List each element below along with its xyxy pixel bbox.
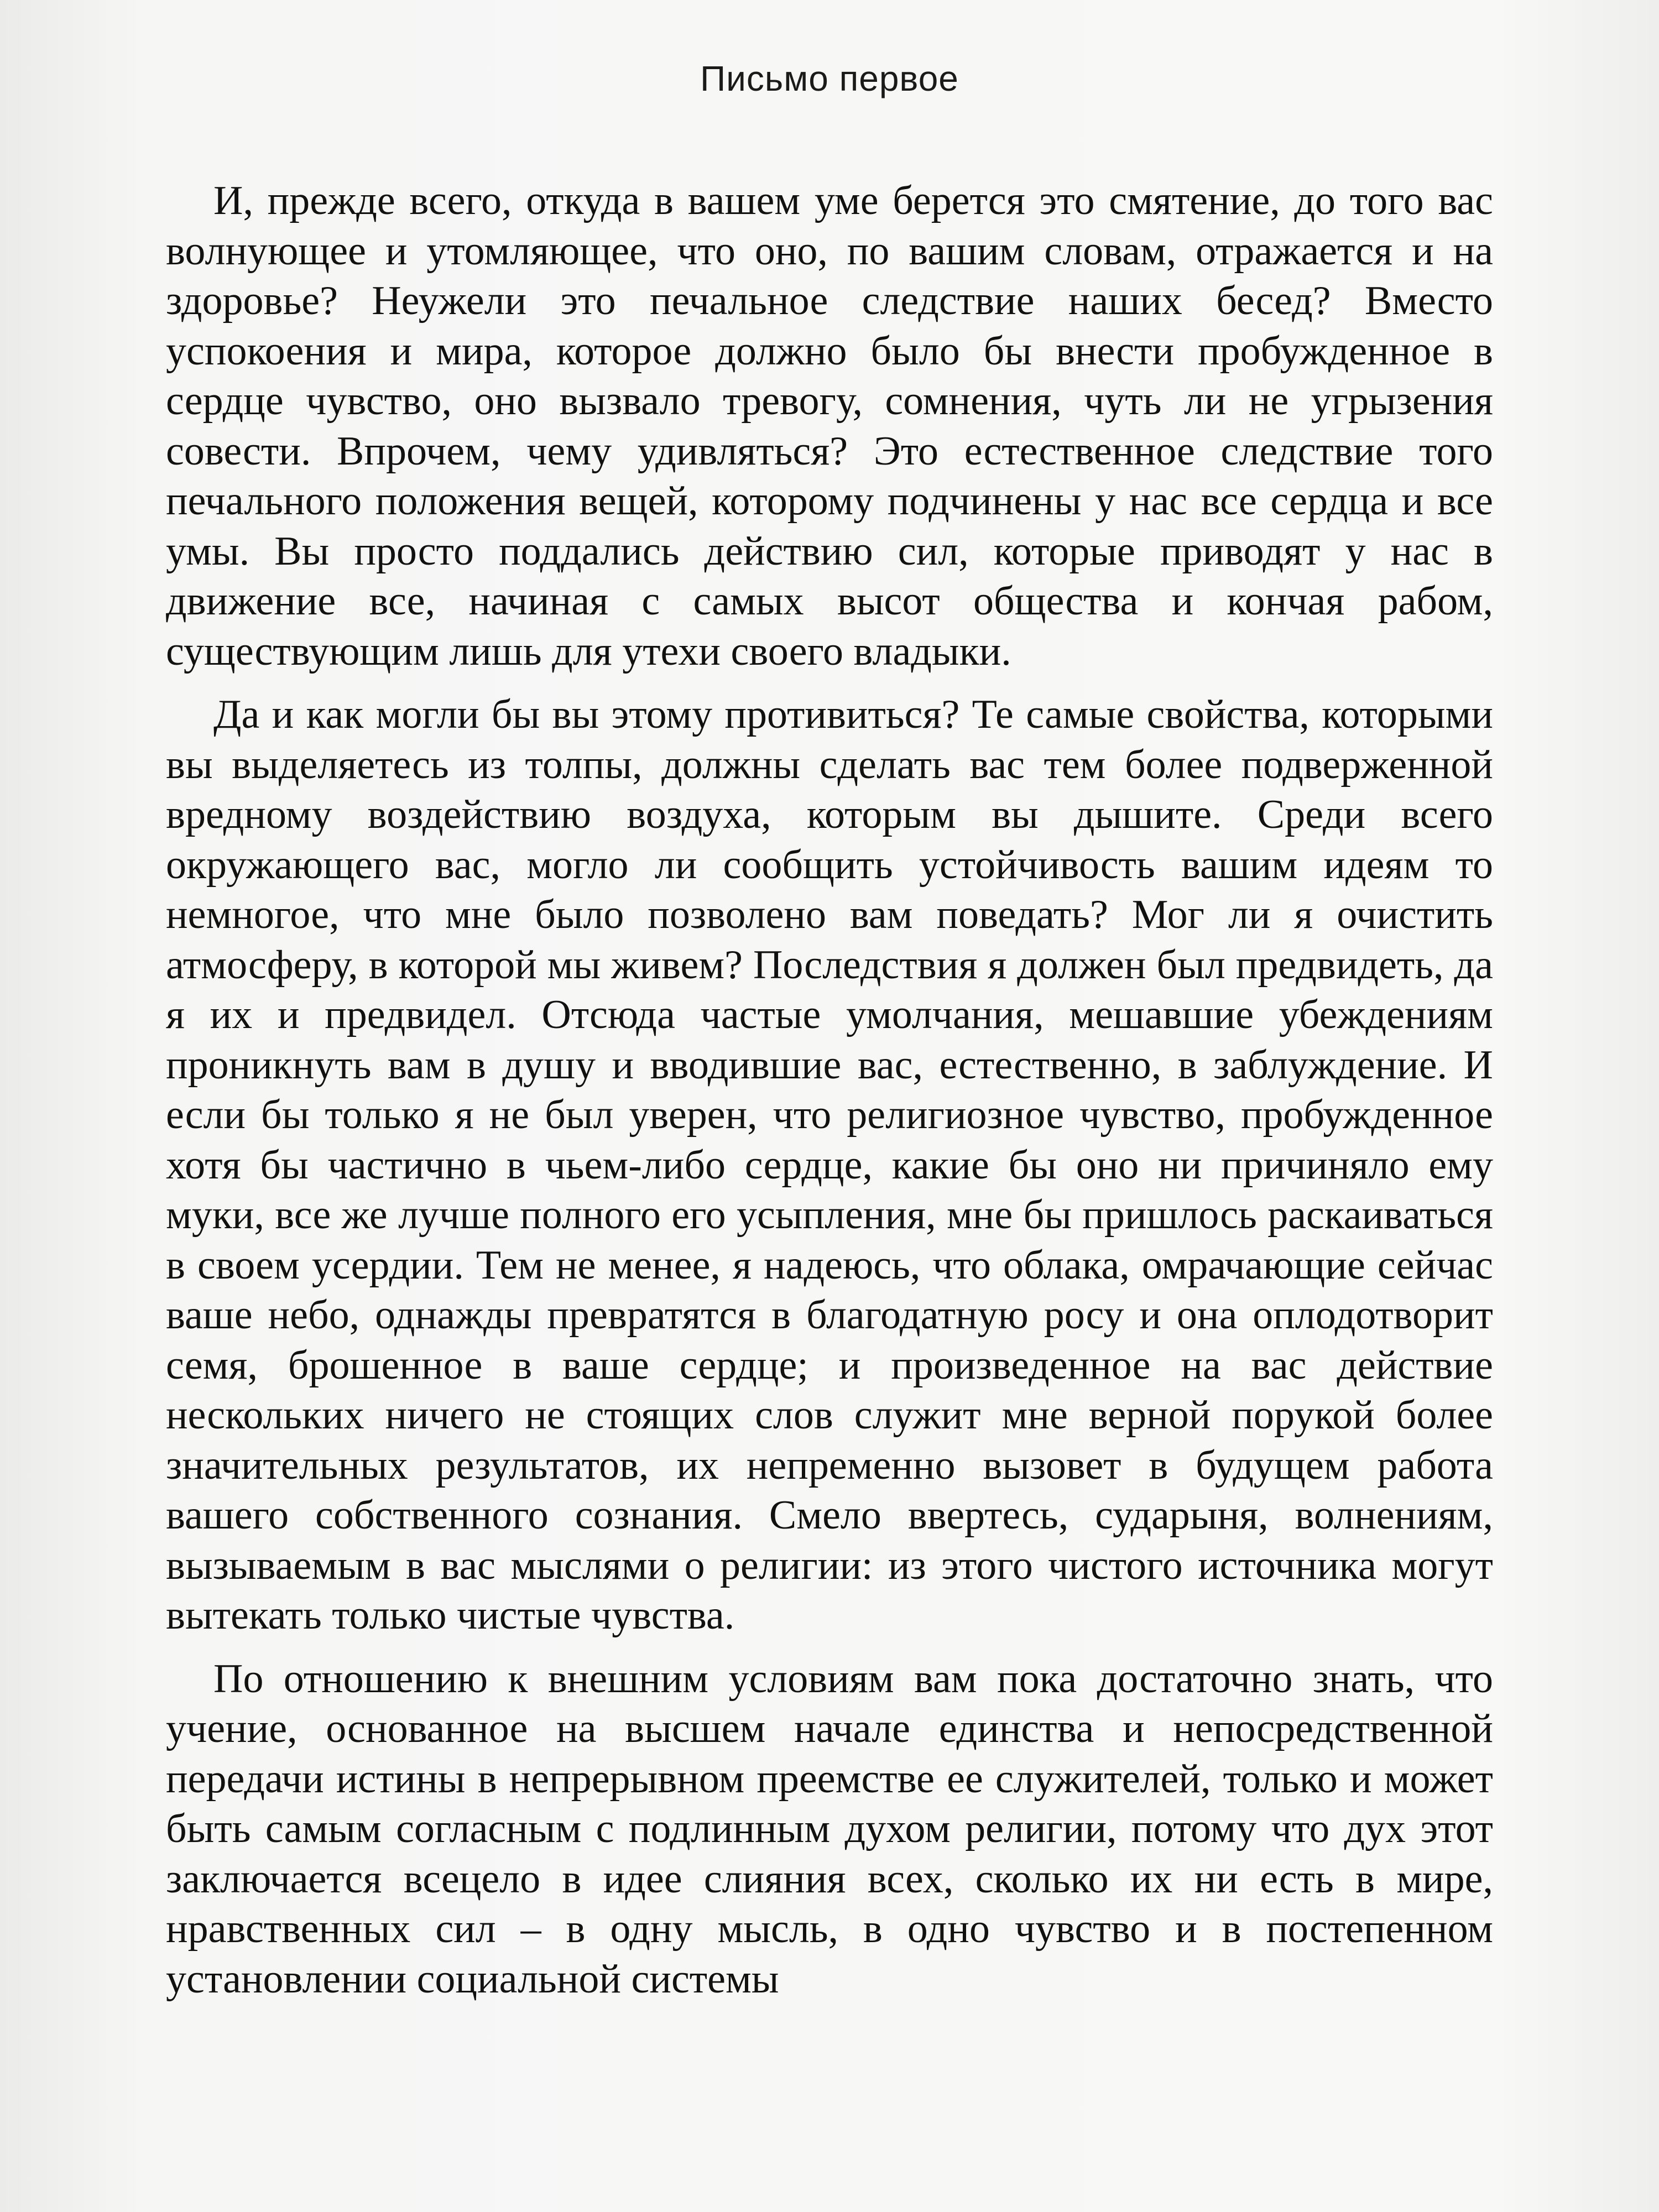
paragraph-1: И, прежде всего, откуда в вашем уме берется это смятение, до того вас волнующее и утомляющее, что оно, по вашим словам, отражается и на здоровье? Неужели это печальное следствие наших бесед? Вместо успокоения и мира, которое должно было бы внести пробужденное в сердце чувство, оно вызвало тревогу, сомнения, чуть ли не угрызения совести. Впрочем, чему удивляться? Это естественное следствие того печального положения вещей, которому подчинены у нас все сердца и все умы. Вы просто поддались действию сил, которые приводят у нас в движение все, начиная с самых высот общества и кончая рабом, существующим лишь для утехи своего владыки.: [166, 178, 1493, 674]
paragraph-3: По отношению к внешним условиям вам пока достаточно знать, что учение, основанное на высшем начале единства и непосредственной передачи истины в непрерывном преемстве ее служителей, только и может быть самым согласным с подлинным духом религии, потому что дух этот заключается всецело в идее слияния всех, сколько их ни есть в мире, нравственных сил – в одну мысль, в одно чувство и в постепенном установлении социальной системы: [166, 1656, 1493, 2002]
paragraph-2: Да и как могли бы вы этому противиться? Те самые свойства, которыми вы выделяетесь из толпы, должны сделать вас тем более подверженной вредному воздействию воздуха, которым вы дышите. Среди всего окружающего вас, могло ли сообщить устойчивость вашим идеям то немногое, что мне было позволено вам поведать? Мог ли я очистить атмосферу, в которой мы живем? Последствия я должен был предвидеть, да я их и предвидел. Отсюда частые умолчания, мешавшие убеждениям проникнуть вам в душу и вводившие вас, естественно, в заблуждение. И если бы только я не был уверен, что религиозное чувство, пробужденное хотя бы частично в чьем-либо сердце, какие бы оно ни причиняло ему муки, все же лучше полного его усыпления, мне бы пришлось раскаиваться в своем усердии. Тем не менее, я надеюсь, что облака, омрачающие сейчас ваше небо, однажды превратятся в благодатную росу и она оплодотворит семя, брошенное в ваше сердце; и произведенное на вас действие нескольких ничего не стоящих слов служит мне верной порукой более значительных результатов, их непременно вызовет в будущем работа вашего собственного сознания. Смело ввертесь, сударыня, волнениям, вызываемым в вас мыслями о религии: из этого чистого источника могут вытекать только чистые чувства.: [166, 692, 1493, 1638]
body-text: [166, 176, 1493, 2017]
running-title: Письмо первое: [700, 59, 959, 98]
